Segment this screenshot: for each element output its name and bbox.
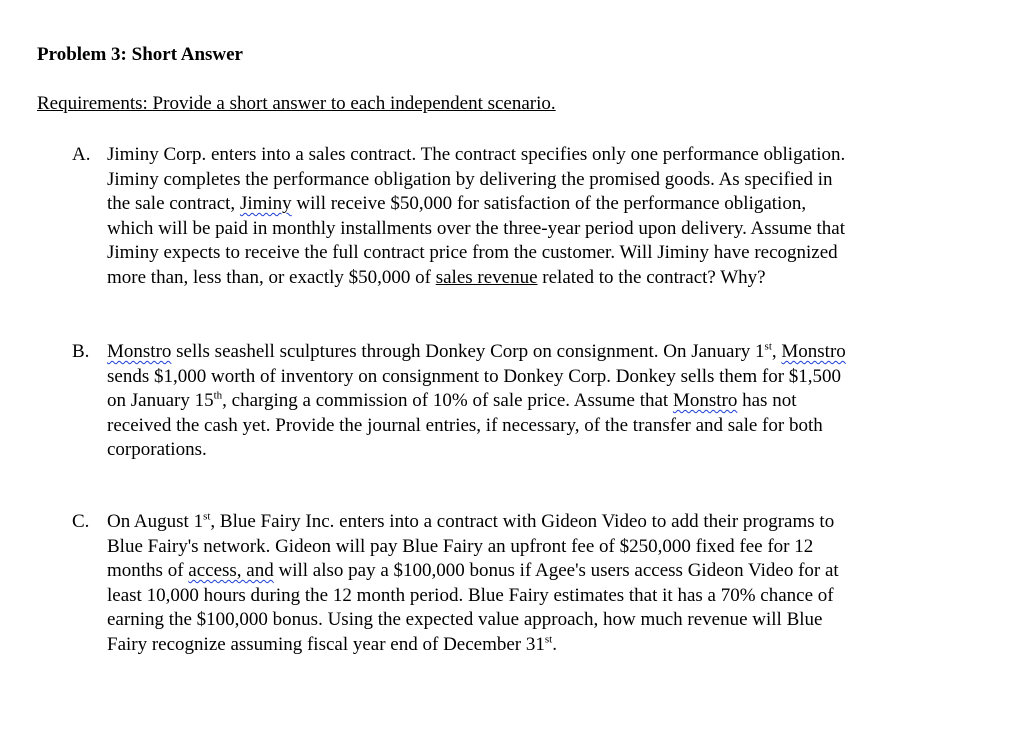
scenario-b-text <box>107 340 952 463</box>
text-line <box>107 389 952 414</box>
text-segment: Fairy recognize assuming fiscal year end of December 31 <box>107 633 545 655</box>
spellcheck-word-monstro: Monstro <box>672 390 738 412</box>
text-line: earning the $100,000 bonus. Using the expected value approach, how much revenue will Blue <box>107 609 823 631</box>
text-line: Jiminy expects to receive the full contract price from the customer. Will Jiminy have recognized <box>107 242 838 264</box>
spellcheck-word-monstro: Monstro <box>107 341 172 362</box>
text-line: sends $1,000 worth of inventory on consignment to Donkey Corp. Donkey sells them for $1,500 <box>107 365 842 387</box>
text-segment: , <box>771 341 782 362</box>
scenario-a <box>72 143 952 291</box>
text-segment: will also pay a $100,000 bonus if Agee's users access Gideon Video for at <box>273 560 839 582</box>
text-line <box>107 510 952 535</box>
text-segment: , Blue Fairy Inc. enters into a contract with Gideon Video to add their programs to <box>210 511 835 532</box>
requirements-heading: Requirements: Provide a short answer to each independent scenario. <box>37 93 556 114</box>
superscript: st <box>764 340 772 353</box>
text-segment: sells seashell sculptures through Donkey Corp on consignment. On January 1 <box>171 341 765 362</box>
text-line <box>107 559 952 584</box>
text-segment: related to the contract? Why? <box>537 266 766 288</box>
spellcheck-word-monstro: Monstro <box>781 341 846 362</box>
superscript: st <box>544 633 553 646</box>
text-line: corporations. <box>107 439 207 461</box>
text-segment: . <box>552 633 557 655</box>
scenario-c-text <box>107 510 952 658</box>
text-segment: , charging a commission of 10% of sale price. Assume that <box>222 390 673 412</box>
text-segment: on January 15 <box>107 390 214 412</box>
scenario-b <box>72 340 952 463</box>
problem-title: Problem 3: Short Answer <box>37 44 243 65</box>
text-line: Jiminy completes the performance obligation by delivering the promised goods. As specified in <box>107 168 833 190</box>
spellcheck-phrase-access-and: access, and <box>188 560 274 582</box>
text-segment: more than, less than, or exactly $50,000 of <box>107 266 436 288</box>
text-line: received the cash yet. Provide the journal entries, if necessary, of the transfer and sale for both <box>107 414 823 436</box>
spellcheck-word-jiminy: Jiminy <box>239 193 292 215</box>
text-line: Jiminy Corp. enters into a sales contract. The contract specifies only one performance obligation. <box>107 144 846 165</box>
text-segment: has not <box>737 390 797 412</box>
text-line <box>107 633 952 658</box>
scenario-b-letter: B. <box>72 341 90 362</box>
text-line <box>107 192 952 217</box>
scenario-a-letter: A. <box>72 144 91 165</box>
text-segment: months of <box>107 560 189 582</box>
text-line <box>107 340 952 365</box>
text-line <box>107 266 952 291</box>
superscript: th <box>213 389 223 402</box>
text-segment: On August 1 <box>107 511 204 532</box>
text-line: least 10,000 hours during the 12 month period. Blue Fairy estimates that it has a 70% chance of <box>107 584 834 606</box>
text-line: which will be paid in monthly installments over the three-year period upon delivery. Assume that <box>107 217 846 239</box>
scenario-c <box>72 510 952 658</box>
scenario-a-text <box>107 143 952 291</box>
text-line: Blue Fairy's network. Gideon will pay Blue Fairy an upfront fee of $250,000 fixed fee for 12 <box>107 535 814 557</box>
text-segment: the sale contract, <box>107 193 240 215</box>
superscript: st <box>203 510 211 523</box>
scenario-c-letter: C. <box>72 511 90 532</box>
text-segment: will receive $50,000 for satisfaction of the performance obligation, <box>291 193 807 215</box>
underlined-sales-revenue: sales revenue <box>435 266 538 288</box>
